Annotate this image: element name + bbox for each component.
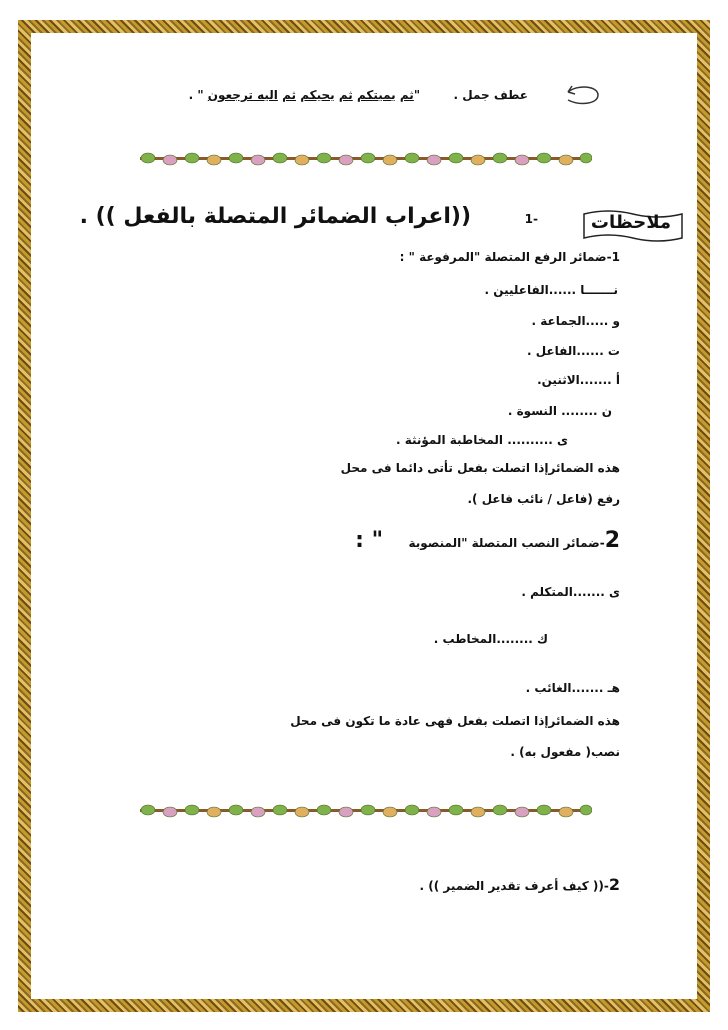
section2-heading [355,528,620,553]
list-item: ى .......المتكلم . [521,585,620,599]
list-item: ك ........المخاطب . [433,632,548,646]
list-item: ن ........ النسوة . [507,404,612,418]
section2-number: 2 [604,528,620,553]
verse-part: ثم [399,88,414,102]
section1-number: -1 [524,212,538,226]
section1-note: رفع (فاعل / نائب فاعل ). [467,492,620,506]
list-item: أ .......الاثنين. [537,373,620,387]
verse-part: " [413,88,421,102]
list-item: ت ......الفاعل . [527,344,620,358]
notes-banner-label: ملاحظات [590,212,672,233]
verse-part: اليه ترجعون [207,88,278,102]
section1-subheading: 1-ضمائر الرفع المتصلة "المرفوعة " : [399,250,620,264]
section2-note: هذه الضمائرإذا اتصلت بفعل فهى عادة ما تكون فى محل [290,714,620,728]
list-item: و .....الجماعة . [531,314,620,328]
section2-note: نصب( مفعول به) . [510,745,620,759]
verse-part: " . [188,88,208,102]
list-item: هـ .......الغائب . [525,681,620,695]
verse-line [189,88,528,102]
section1-note: هذه الضمائرإذا اتصلت بفعل تأتى دائما فى محل [340,461,620,475]
list-item: نـــــــا ......الفاعليين . [484,283,618,297]
section3-heading [420,875,620,894]
verse-part: يحيكم [300,88,335,102]
decorative-vine-top [140,148,592,170]
verse-label: عطف جمل . [453,88,528,102]
verse-part: يميتكم [356,88,396,102]
section3-title: -(( كيف أعرف تقدير الضمير )) . [419,879,609,893]
verse-part: ثم [338,88,353,102]
verse-part: ثم [282,88,297,102]
section1-heading [80,204,538,229]
decorative-vine-bottom [140,800,592,822]
section2-quote-colon: " : [355,528,384,553]
section3-number: 2 [608,875,620,894]
list-item: ى .......... المخاطبة المؤنثة . [395,433,568,447]
curved-arrow-icon [560,82,602,108]
section2-heading-text: -ضمائر النصب المتصلة "المنصوبة [408,536,605,550]
section1-title: ((اعراب الضمائر المتصلة بالفعل )) . [79,204,472,229]
